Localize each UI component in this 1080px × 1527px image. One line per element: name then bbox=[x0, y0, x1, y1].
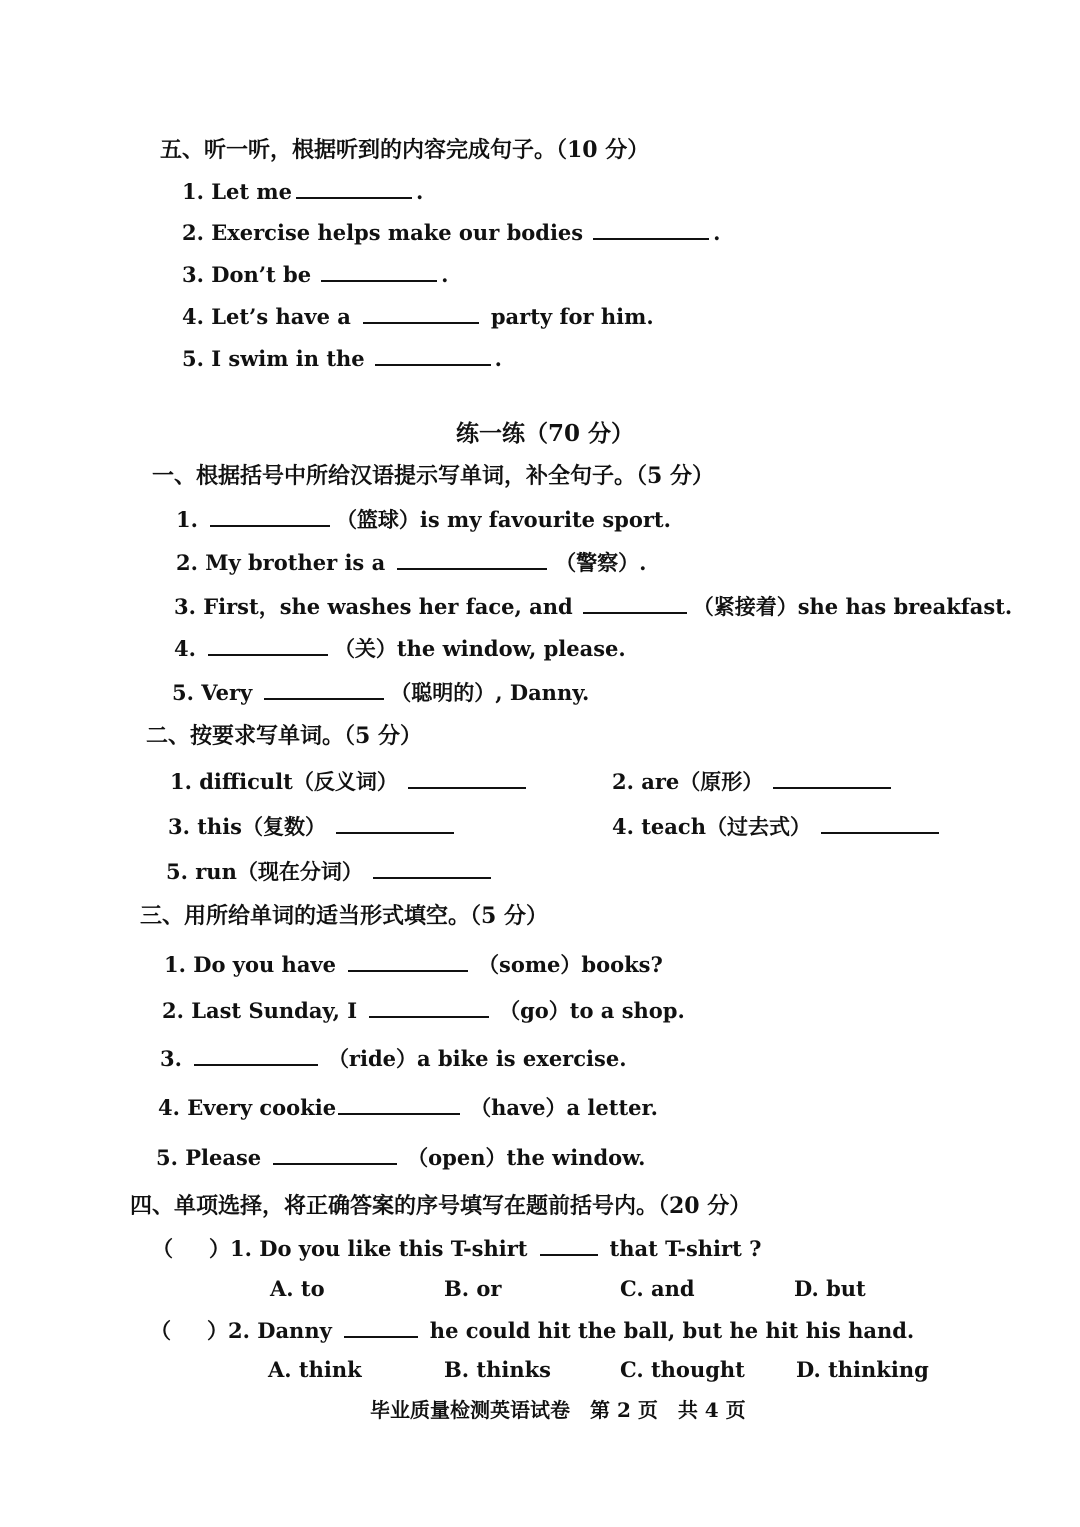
item-text: 4. Let’s have a bbox=[182, 304, 351, 329]
s3-item-3 bbox=[160, 1044, 627, 1073]
s3-heading: 三、用所给单词的适当形式填空。（5 分） bbox=[140, 903, 548, 929]
item-text: （open）the window. bbox=[407, 1145, 646, 1170]
item-text: （some）books? bbox=[478, 952, 663, 977]
item-text: （篮球）is my favourite sport. bbox=[335, 507, 671, 532]
item-text: 3. Don’t be bbox=[182, 262, 312, 287]
answer-blank[interactable] bbox=[373, 857, 491, 879]
s1-heading: 一、根据括号中所给汉语提示写单词，补全句子。（5 分） bbox=[152, 463, 714, 489]
item-text: 4. bbox=[174, 636, 196, 661]
item-text: . bbox=[494, 346, 502, 371]
s3-item-2 bbox=[162, 996, 685, 1025]
s2-item-5 bbox=[166, 857, 495, 886]
item-text: that T-shirt ? bbox=[609, 1236, 762, 1261]
page-footer: 毕业质量检测英语试卷 第 2 页 共 4 页 bbox=[370, 1398, 746, 1422]
q1-option-d: D. but bbox=[794, 1276, 866, 1301]
item-text: 3. First，she washes her face, and bbox=[174, 594, 573, 619]
s3-item-5 bbox=[156, 1143, 645, 1172]
item-text: he could hit the ball, but he hit his hand. bbox=[429, 1318, 915, 1343]
item-text: 4. Every cookie bbox=[158, 1095, 337, 1120]
item-text: 1. bbox=[176, 507, 198, 532]
item-text: 5. I swim in the bbox=[182, 346, 365, 371]
answer-paren-open[interactable]: （ bbox=[150, 1318, 171, 1343]
s1-item-1 bbox=[176, 505, 671, 534]
s2-heading: 二、按要求写单词。（5 分） bbox=[146, 723, 422, 749]
item-text: 4. teach（过去式） bbox=[612, 814, 811, 839]
answer-paren-close[interactable]: ） bbox=[207, 1318, 228, 1343]
answer-blank[interactable] bbox=[338, 1093, 460, 1115]
s1-item-4 bbox=[174, 634, 626, 663]
s1-item-5 bbox=[172, 678, 589, 707]
answer-blank[interactable] bbox=[593, 218, 709, 240]
answer-blank bbox=[344, 1316, 418, 1338]
s1-item-3 bbox=[174, 592, 1012, 621]
answer-blank[interactable] bbox=[363, 302, 479, 324]
item-text: （紧接着）she has breakfast. bbox=[692, 594, 1013, 619]
answer-blank[interactable] bbox=[348, 950, 468, 972]
q2-option-c: C. thought bbox=[620, 1357, 745, 1382]
listen-item-1 bbox=[182, 177, 423, 206]
listen-item-3 bbox=[182, 260, 448, 289]
answer-blank bbox=[540, 1234, 598, 1256]
s2-item-3 bbox=[168, 812, 458, 841]
item-text: party for him. bbox=[490, 304, 654, 329]
listen-item-5 bbox=[182, 344, 502, 373]
s4-heading: 四、单项选择，将正确答案的序号填写在题前括号内。（20 分） bbox=[130, 1193, 752, 1219]
s3-item-1 bbox=[164, 950, 663, 979]
item-text: 1. difficult（反义词） bbox=[170, 769, 398, 794]
q1-option-a: A. to bbox=[270, 1276, 325, 1301]
s2-item-4 bbox=[612, 812, 943, 841]
answer-blank[interactable] bbox=[321, 260, 437, 282]
q1-option-c: C. and bbox=[620, 1276, 695, 1301]
answer-blank[interactable] bbox=[583, 592, 687, 614]
item-text: 1. Do you have bbox=[164, 952, 336, 977]
q2-option-a: A. think bbox=[268, 1357, 362, 1382]
answer-blank[interactable] bbox=[273, 1143, 397, 1165]
answer-blank[interactable] bbox=[369, 996, 489, 1018]
item-text: 1. Do you like this T-shirt bbox=[230, 1236, 528, 1261]
answer-blank[interactable] bbox=[821, 812, 939, 834]
item-text: 2. are（原形） bbox=[612, 769, 764, 794]
item-text: 3. bbox=[160, 1046, 182, 1071]
s1-item-2 bbox=[176, 548, 646, 577]
item-text: 5. Please bbox=[156, 1145, 262, 1170]
item-text: 5. Very bbox=[172, 680, 253, 705]
item-text: 2. Exercise helps make our bodies bbox=[182, 220, 584, 245]
s4-question-1 bbox=[152, 1234, 761, 1263]
q2-option-d: D. thinking bbox=[796, 1357, 929, 1382]
item-text: . bbox=[441, 262, 449, 287]
item-text: 2. Last Sunday, I bbox=[162, 998, 358, 1023]
answer-blank[interactable] bbox=[336, 812, 454, 834]
item-text: （警察）. bbox=[555, 550, 647, 575]
answer-blank[interactable] bbox=[296, 177, 412, 199]
item-text: 2. My brother is a bbox=[176, 550, 386, 575]
listen-heading: 五、听一听，根据听到的内容完成句子。（10 分） bbox=[160, 137, 650, 163]
listen-item-4 bbox=[182, 302, 654, 331]
q2-option-b: B. thinks bbox=[444, 1357, 551, 1382]
s2-item-2 bbox=[612, 767, 895, 796]
item-text: 1. Let me bbox=[182, 179, 292, 204]
s2-item-1 bbox=[170, 767, 530, 796]
s3-item-4 bbox=[158, 1093, 658, 1122]
answer-blank[interactable] bbox=[397, 548, 547, 570]
item-text: （关）the window, please. bbox=[333, 636, 626, 661]
answer-blank[interactable] bbox=[208, 634, 328, 656]
item-text: （have）a letter. bbox=[470, 1095, 658, 1120]
answer-blank[interactable] bbox=[375, 344, 491, 366]
practice-title: 练一练（70 分） bbox=[456, 420, 635, 447]
answer-blank[interactable] bbox=[194, 1044, 318, 1066]
item-text: （go）to a shop. bbox=[499, 998, 685, 1023]
answer-blank[interactable] bbox=[264, 678, 384, 700]
listen-item-2 bbox=[182, 218, 720, 247]
item-text: （聪明的）, Danny. bbox=[390, 680, 590, 705]
item-text: 3. this（复数） bbox=[168, 814, 327, 839]
item-text: 2. Danny bbox=[228, 1318, 332, 1343]
item-text: . bbox=[713, 220, 721, 245]
answer-blank[interactable] bbox=[408, 767, 526, 789]
answer-blank[interactable] bbox=[773, 767, 891, 789]
item-text: 5. run（现在分词） bbox=[166, 859, 363, 884]
s4-question-2 bbox=[150, 1316, 914, 1345]
answer-paren-open[interactable]: （ bbox=[152, 1236, 173, 1261]
answer-blank[interactable] bbox=[210, 505, 330, 527]
answer-paren-close[interactable]: ） bbox=[209, 1236, 230, 1261]
item-text: . bbox=[415, 179, 424, 204]
q1-option-b: B. or bbox=[444, 1276, 502, 1301]
item-text: （ride）a bike is exercise. bbox=[327, 1046, 627, 1071]
